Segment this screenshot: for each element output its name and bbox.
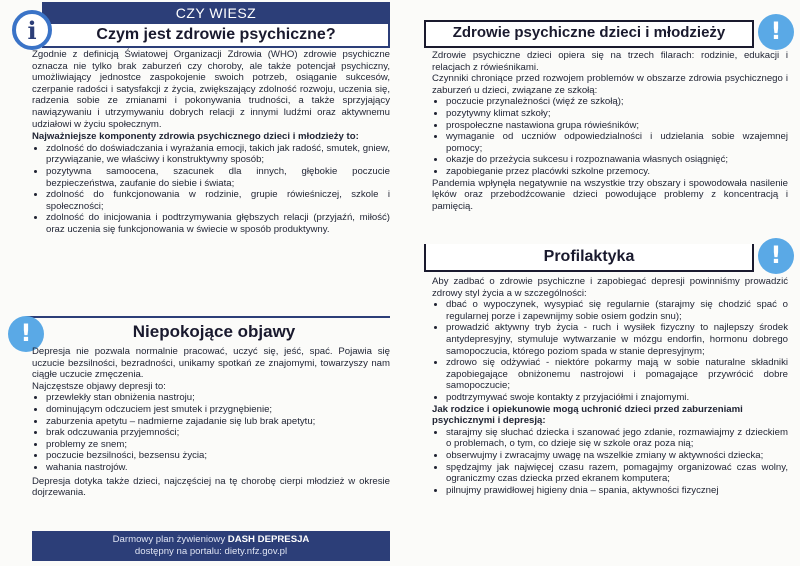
banner-label: CZY WIESZ	[175, 5, 257, 21]
list-item: • brak odczuwania przyjemności;	[46, 427, 390, 439]
list-item: • poczucie przynależności (więź ze szkołą);	[446, 96, 788, 108]
intro-paragraph: Zdrowie psychiczne dzieci opiera się na trzech filarach: rodzinie, edukacji i relacjach z rówieśnikami.	[432, 50, 788, 73]
intro-paragraph: Depresja nie pozwala normalnie pracować, uczyć się, jeść, spać. Pojawia się uczucie bezsilności, bezradności, unikamy spotkań ze znajomymi, towarzyszy nam ciągłe uczucie zmęczenia.	[32, 346, 390, 381]
list-item: • problemy ze snem;	[46, 439, 390, 451]
intro-paragraph: Zgodnie z definicją Światowej Organizacji Zdrowia (WHO) zdrowie psychiczne oznacza nie tylko brak zaburzeń czy choroby, ale także potencjał psychiczny, umożliwiający jednostce zaspokojenie swoich potrzeb, osiąganie sukcesów, czerpanie radości i satysfakcji z życia, zwiększający zdolność rozwoju, uczenia się, radzenia sobie ze zmianami i pokonywania trudności, a także sprzyjający nawiązywaniu i utrzymywaniu dobrych relacji z innymi ludźmi oraz aktywnemu udziałowi w życiu społecznym.	[32, 49, 390, 130]
symptoms-list	[32, 392, 390, 473]
section-text	[32, 49, 390, 236]
section-title: Czym jest zdrowie psychiczne?	[96, 26, 336, 43]
symptoms-text	[32, 346, 390, 499]
list-item: • dbać o wypoczynek, wysypiać się regularnie (starajmy się chodzić spać o regularnej porze i zapewnijmy sobie osiem godzin snu);	[446, 299, 788, 322]
section-title-box	[42, 24, 390, 48]
components-list	[32, 143, 390, 236]
alert-icon: !	[758, 238, 794, 274]
section-title: Zdrowie psychiczne dzieci i młodzieży	[452, 24, 726, 41]
tips-list	[432, 299, 788, 403]
section-title-box	[42, 320, 386, 344]
intro-paragraph: Aby zadbać o zdrowie psychiczne i zapobiegać depresji powinniśmy prowadzić zdrowy styl życia a w szczególności:	[432, 276, 788, 299]
list-item: • pozytywny klimat szkoły;	[446, 108, 788, 120]
divider	[424, 20, 754, 22]
section-title-box	[424, 244, 754, 272]
list-item: • zapobieganie przez placówki szkolne przemocy.	[446, 166, 788, 178]
list-item: • zdolność do doświadczania i wyrażania emocji, takich jak radość, smutek, gniew, przywiązanie, we właściwy i konstruktywny sposób;	[46, 143, 390, 166]
list-item: • zdolność do funkcjonowania w rodzinie, grupie rówieśniczej, szkole i społeczności;	[46, 189, 390, 212]
prevention-text	[432, 276, 788, 496]
list-item: • spędzajmy jak najwięcej czasu razem, pomagajmy organizować czas wolny, ograniczmy czas dziecka przed ekranem komputera;	[446, 462, 788, 485]
alert-icon: !	[8, 316, 44, 352]
section-title: Profilaktyka	[543, 248, 635, 265]
list-item: • wymaganie od uczniów odpowiedzialności i udzielania sobie wzajemnej pomocy;	[446, 131, 788, 154]
list-item: • podtrzymywać swoje kontakty z przyjaciółmi i znajomymi.	[446, 392, 788, 404]
list-item: • prowadzić aktywny tryb życia - ruch i wysiłek fizyczny to najlepszy środek antydepresyjny, stymuluje wytwarzanie w mózgu endorfin, hormonu dobrego samopoczucia, którego poziom spada w stanie depresyjnym;	[446, 322, 788, 357]
list-item: • zdolność do inicjowania i podtrzymywania głębszych relacji (przyjaźń, miłość) oraz uczenia się funkcjonowania w świecie w sposób produktywny.	[46, 212, 390, 235]
symptoms-heading: Najczęstsze objawy depresji to:	[32, 380, 166, 392]
footer-line-1: Darmowy plan żywieniowy DASH DEPRESJA	[112, 534, 310, 545]
footer-banner	[32, 531, 390, 561]
components-heading: Najważniejsze komponenty zdrowia psychicznego dzieci i młodzieży to:	[32, 131, 359, 143]
parents-heading: Jak rodzice i opiekunowie mogą uchronić dzieci przed zaburzeniami psychicznymi i depresją:	[432, 403, 743, 427]
list-item: • wahania nastrojów.	[46, 462, 390, 474]
list-item: • okazje do przeżycia sukcesu i rozpoznawania własnych osiągnięć;	[446, 154, 788, 166]
list-item: • starajmy się słuchać dziecka i szanować jego zdanie, rozmawiajmy z dzieckiem o problemach, o tym, co dzieje się w szkole oraz poza nią;	[446, 427, 788, 450]
outro-paragraph: Depresja dotyka także dzieci, najczęściej na tę chorobę cierpi młodzież w okresie dojrzewania.	[32, 475, 390, 499]
info-icon: i	[12, 10, 52, 50]
parents-list	[432, 427, 788, 497]
list-item: • zdrowo się odżywiać - niektóre pokarmy mają w sobie naturalne składniki zapobiegające obniżonemu nastrojowi i pomagające przywrócić dobre samopoczucie;	[446, 357, 788, 392]
section-title-box	[424, 20, 754, 48]
list-item: • poczucie bezsilności, bezsensu życia;	[46, 450, 390, 462]
footer-link[interactable]: dostępny na portalu: diety.nfz.gov.pl	[134, 546, 288, 557]
list-item: • obserwujmy i zwracajmy uwagę na wszelkie zmiany w aktywności dziecka;	[446, 450, 788, 462]
list-item: • dominującym odczuciem jest smutek i przygnębienie;	[46, 404, 390, 416]
list-item: • przewlekły stan obniżenia nastroju;	[46, 392, 390, 404]
factors-list	[432, 96, 788, 177]
list-item: • pilnujmy prawidłowej higieny dnia – spania, aktywności fizycznej	[446, 485, 788, 497]
section-text	[432, 50, 788, 212]
list-item: • pozytywna samoocena, szacunek dla innych, głębokie poczucie bezpieczeństwa, zaufanie do siebie i świata;	[46, 166, 390, 189]
section-title: Niepokojące objawy	[132, 322, 296, 341]
factors-heading: Czynniki chroniące przed rozwojem problemów w obszarze zdrowia psychicznego i zaburzeń u dzieci, związane ze szkołą:	[432, 73, 788, 96]
outro-paragraph: Pandemia wpłynęła negatywnie na wszystkie trzy obszary i spowodowała nasilenie lęków oraz przebodźcowanie dzieci powodujące problemy z koncentracją i pamięcią.	[432, 177, 788, 212]
alert-icon: !	[758, 14, 794, 50]
divider	[26, 316, 390, 318]
list-item: • zaburzenia apetytu – nadmierne zajadanie się lub brak apetytu;	[46, 416, 390, 428]
list-item: • prospołeczne nastawiona grupa rówieśników;	[446, 120, 788, 132]
did-you-know-banner	[42, 2, 390, 24]
